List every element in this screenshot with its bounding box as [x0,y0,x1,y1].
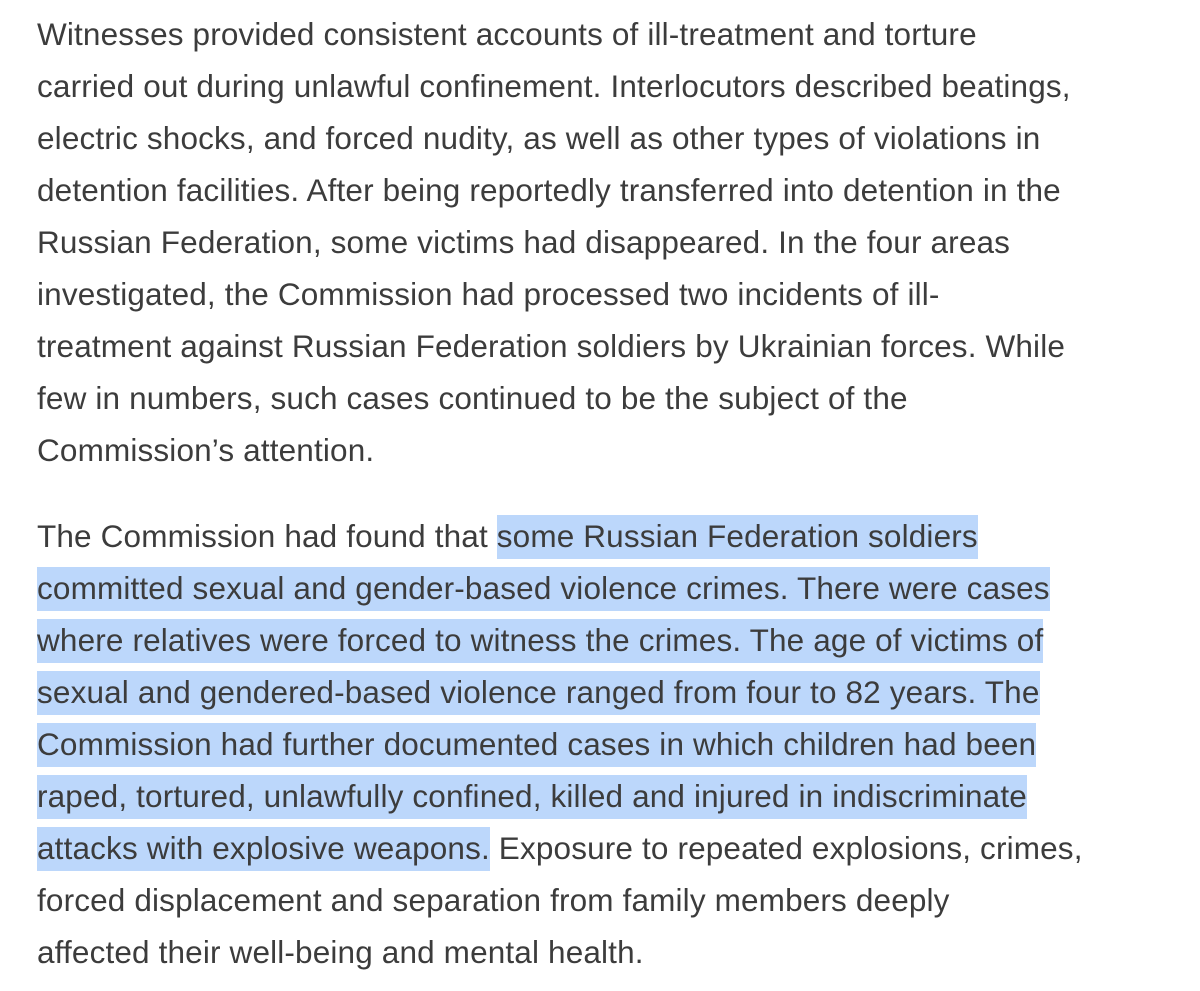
selected-text[interactable]: raped, tortured, unlawfully confined, killed and injured in indiscriminate [37,775,1027,819]
text-line[interactable] [37,718,1187,770]
document-body [37,8,1187,978]
plain-text: forced displacement and separation from family members deeply [37,882,950,918]
text-line: detention facilities. After being reportedly transferred into detention in the [37,172,1061,208]
paragraph-spacer [37,476,1187,510]
text-line[interactable] [37,614,1187,666]
plain-text: affected their well-being and mental health. [37,934,644,970]
plain-text: Exposure to repeated explosions, crimes, [489,830,1083,866]
text-line[interactable] [37,510,1187,562]
text-line: Russian Federation, some victims had disappeared. In the four areas [37,224,1011,260]
paragraph-1 [37,8,1187,476]
text-line: investigated, the Commission had processed two incidents of ill- [37,276,940,312]
selected-text[interactable]: Commission had further documented cases in which children had been [37,723,1036,767]
selected-text[interactable]: some Russian Federation soldiers [497,515,978,559]
text-line: few in numbers, such cases continued to be the subject of the [37,380,908,416]
plain-text: The Commission had found that [37,518,497,554]
selected-text[interactable]: committed sexual and gender-based violence crimes. There were cases [37,567,1050,611]
text-line[interactable] [37,874,1187,926]
paragraph-2 [37,510,1187,978]
text-line: carried out during unlawful confinement. Interlocutors described beatings, [37,68,1071,104]
text-line[interactable] [37,770,1187,822]
text-line: electric shocks, and forced nudity, as well as other types of violations in [37,120,1041,156]
text-line[interactable] [37,562,1187,614]
selected-text[interactable]: where relatives were forced to witness the crimes. The age of victims of [37,619,1043,663]
text-line: Commission’s attention. [37,432,375,468]
text-line[interactable] [37,666,1187,718]
text-line: Witnesses provided consistent accounts of ill-treatment and torture [37,16,977,52]
text-line: treatment against Russian Federation soldiers by Ukrainian forces. While [37,328,1066,364]
text-line[interactable] [37,926,1187,978]
selected-text[interactable]: attacks with explosive weapons. [37,827,490,871]
text-line[interactable] [37,822,1187,874]
selected-text[interactable]: sexual and gendered-based violence ranged from four to 82 years. The [37,671,1040,715]
